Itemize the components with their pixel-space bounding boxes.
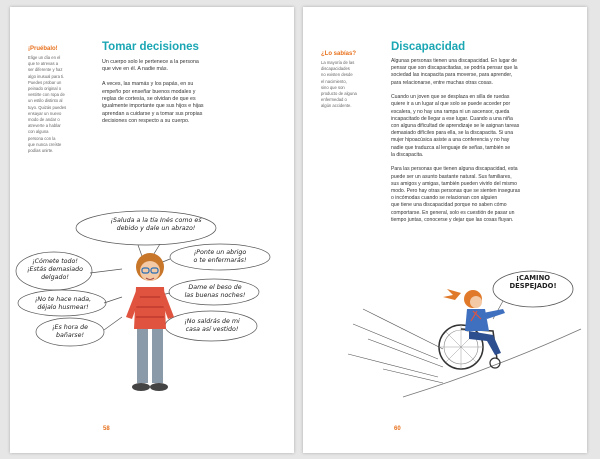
line: decisiones con respecto a su cuerpo. [102, 118, 190, 125]
body-text [102, 59, 282, 133]
sidebar-title: ¡Pruébalo! [28, 46, 58, 52]
sidebar-text [28, 55, 90, 154]
line: demasiado difíciles para ella, se la discapacita. Si una [391, 130, 514, 137]
line: incapacitado de llegar a ese lugar. Cuando a una niña [391, 115, 513, 122]
line: para relacionarse, entre muchas otras cosas. [391, 79, 493, 86]
line: igualmente importante que sus hijos e hijas [102, 103, 204, 110]
line: escalera, y no hay una rampa ni un ascensor, queda [391, 108, 510, 115]
sidebar-line: atreverte a hablar [28, 123, 61, 129]
sidebar-line: el nacimiento, [321, 78, 347, 84]
line: sus amigos y amigas, también pueden vivirlo del mismo [391, 180, 517, 187]
sidebar-line: no existen desde [321, 72, 353, 78]
bubble-coat: ¡Ponte un abrigo o te enfermarás! [193, 249, 247, 264]
left-page [10, 7, 294, 453]
paragraph [391, 94, 577, 159]
sidebar-line: producto de alguna [321, 91, 357, 97]
sidebar-line: con alguna [28, 129, 49, 135]
line: empeño por enseñar buenos modales y [102, 88, 196, 95]
sidebar-line: La mayoría de las [321, 60, 355, 65]
sidebar-line: vestirte con ropa de [28, 92, 65, 98]
line: que tiene una discapacidad porque no saben cómo [391, 202, 507, 209]
page-number: 60 [394, 426, 401, 432]
sidebar-line: un estilo distinto al [28, 98, 63, 104]
sidebar-line: sino que son [321, 84, 345, 90]
bubble-hug: ¡Saluda a la tía Inés como es debido y dale un abrazo! [110, 217, 202, 232]
sidebar-line: tuyo. Quizás puedes [28, 104, 67, 110]
paragraph [102, 59, 282, 74]
line: puede ser un asunto bastante natural. Sus familiares, [391, 173, 512, 180]
line: quiere ir a un lugar al que solo se puede acceder por [391, 101, 511, 108]
line: nadie que traduzca al lenguaje de señas, también se [391, 144, 511, 151]
page-title: Tomar decisiones [102, 41, 199, 53]
sidebar-line: que nunca creíste [28, 141, 62, 147]
line: mujer hipoacúsica asiste a una conferencia y no hay [391, 137, 510, 144]
bubble-dressed: ¡No saldrás de mi casa así vestido! [184, 318, 240, 333]
bubble-clear-way: ¡CAMINO DESPEJADO! [509, 274, 557, 290]
line: reglas de cortesía, se olvidan de que es [102, 96, 196, 103]
line: comportarse. En general, solo es cuestión de pasar un [391, 209, 515, 216]
line: sociedad las incapacita para moverse, para aprender, [391, 72, 513, 79]
page-title: Discapacidad [391, 41, 466, 53]
sidebar-line: enfermedad o [321, 97, 347, 103]
sidebar-line: peinado original o [28, 86, 62, 92]
paragraph [102, 81, 282, 125]
bubble-eat: ¡Cómete todo! ¡Estás demasiado delgado! [27, 258, 83, 281]
sidebar-line: Elige un día en el [28, 55, 61, 60]
sidebar-line: Puedes probar un [28, 79, 62, 85]
line: Para las personas que tienen alguna discapacidad, esta [391, 166, 518, 173]
line: o incómodas cuando se relacionan con alguien [391, 195, 498, 202]
sidebar-line: modo de andar o [28, 117, 60, 123]
line: A veces, las mamás y los papás, en su [102, 81, 194, 88]
line: Algunas personas tienen una discapacidad. En lugar de [391, 58, 518, 64]
line: que vive en él. A nadie más. [102, 66, 168, 73]
sidebar-title: ¿Lo sabías? [321, 51, 357, 57]
right-page [303, 7, 587, 453]
line: modo. Pero hay otras personas que se sienten inseguras [391, 188, 521, 195]
sidebar-line: persona con la [28, 135, 56, 141]
sidebar-text [321, 60, 385, 110]
bubble-kiss: Dame el beso de las buenas noches! [184, 284, 246, 299]
sidebar-line: podías unirte. [28, 148, 54, 154]
line: pensar que son discapacitadas, se podría pensar que la [391, 65, 518, 72]
sidebar-line: ensayar un nuevo [28, 110, 62, 116]
sidebar-line: algún accidente. [321, 103, 352, 109]
sidebar-line: ser diferente y haz [28, 67, 63, 73]
line: la discapacita. [391, 151, 424, 158]
sidebar-line: discapacidades [321, 66, 350, 72]
line: Cuando un joven que se desplaza en silla de ruedas [391, 94, 510, 101]
paragraph [391, 58, 577, 87]
line: Un cuerpo solo le pertenece a la persona [102, 59, 199, 65]
line: aprendan a cuidarse y a tomar sus propias [102, 110, 203, 117]
paragraph [391, 166, 577, 224]
sidebar-line: que te atrevas a [28, 61, 59, 67]
bubble-dog: ¡No te hace nada, déjalo husmear! [34, 296, 92, 311]
page-number: 58 [103, 426, 110, 432]
bubble-bath: ¡Es hora de bañarse! [52, 324, 88, 339]
line: con alguna dificultad de aprendizaje se le asignan tareas [391, 123, 520, 130]
line: tiempo juntas, conocerse y dejar que las cosas fluyan. [391, 216, 514, 223]
sidebar-line: algo inusual para ti. [28, 73, 65, 79]
body-text [391, 58, 577, 231]
